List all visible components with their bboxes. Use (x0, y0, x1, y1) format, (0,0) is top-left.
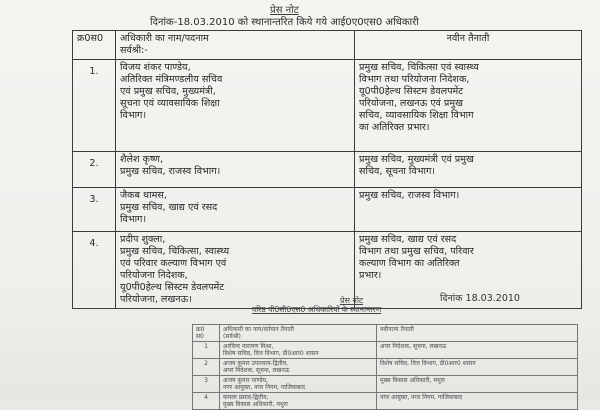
row-serial-number: 1. (73, 60, 116, 152)
row-officer-name: प्रदीप शुक्ला, प्रमुख सचिव, चिकित्सा, स्वास्थ्य एवं परिवार कल्याण विभाग एवं परियोजना निदेशक, यू0पी0हेल्थ सिस्टम डेवलपमेंट परियोजना, लखनऊ। (116, 232, 355, 309)
header-new-posting: नवीन तैनाती (355, 31, 582, 60)
row-serial-number: 3. (73, 188, 116, 232)
press-note-pcs (0, 288, 600, 408)
table-row (73, 60, 582, 152)
press-note-subheading: दिनांक-18.03.2010 को स्थानान्तरित किये गये आई0ए0एस0 अधिकारी (150, 17, 419, 28)
row-new-posting: प्रमुख सचिव, मुख्यमंत्री एवं प्रमुख सचिव, सूचना विभाग। (355, 152, 582, 188)
row-officer-name: कमला प्रसाद-द्वितीय, मुख्य विकास अधिकारी, मथुरा (220, 393, 377, 410)
row-serial-number: 2. (73, 152, 116, 188)
table-row (193, 376, 578, 393)
row-new-posting: विशेष सचिव, वित्त विभाग, डी0आर0 शासन (377, 359, 578, 376)
table-header-row (193, 325, 578, 342)
row-officer-name: अजय कुमार पाण्डेय, नगर आयुक्त, नगर निगम, गाजियाबाद (220, 376, 377, 393)
header-serial-number: क्र0 स0 (193, 325, 220, 342)
row-new-posting: प्रमुख सचिव, खाद्य एवं रसद विभाग तथा प्रमुख सचिव, परिवार कल्याण विभाग का अतिरिक्त प्रभार। (355, 232, 582, 309)
header-officer-name: अधिकारी का नाम/पदनाम सर्वश्री:- (116, 31, 355, 60)
header-new-posting: नवीनतम तैनाती (377, 325, 578, 342)
table-row (193, 342, 578, 359)
row-serial-number: 2 (193, 359, 220, 376)
row-new-posting: अपर निदेशक, सूचना, लखनऊ (377, 342, 578, 359)
row-officer-name: अजय कुमार उपाध्याय-द्वितीय, अपर निदेशक, सूचना, लखनऊ (220, 359, 377, 376)
row-new-posting: प्रमुख सचिव, चिकित्सा एवं स्वास्थ्य विभाग तथा परियोजना निदेशक, यू0पी0हेल्थ सिस्टम डेवलपमेंट परियोजना, लखनऊ एवं प्रमुख सचिव, व्यावसायिक शिक्षा विभाग का अतिरिक्त प्रभार। (355, 60, 582, 152)
header-serial-number: क्र0स0 (73, 31, 116, 60)
row-serial-number: 3 (193, 376, 220, 393)
row-serial-number: 4 (193, 393, 220, 410)
row-serial-number: 1 (193, 342, 220, 359)
row-officer-name: विजय शंकर पाण्डेय, अतिरिक्त मंत्रिमण्डलीय सचिव एवं प्रमुख सचिव, मुख्यमंत्री, सूचना एवं व्यावसायिक शिक्षा विभाग। (116, 60, 355, 152)
table-header-row (73, 31, 582, 60)
press-note-date: दिनांक 18.03.2010 (440, 293, 520, 304)
pcs-transfer-table (192, 324, 578, 410)
header-officer-name: अधिकारी का नाम/वर्तमान तैनाती (सर्वश्री) (220, 325, 377, 342)
row-new-posting: नगर आयुक्त, नगर निगम, गाजियाबाद (377, 393, 578, 410)
row-officer-name: जैकब थामस, प्रमुख सचिव, खाद्य एवं रसद विभाग। (116, 188, 355, 232)
press-note-heading: प्रेस नोट (270, 5, 299, 16)
row-serial-number: 4. (73, 232, 116, 309)
row-officer-name: शैलेश कृष्ण, प्रमुख सचिव, राजस्व विभाग। (116, 152, 355, 188)
table-row (193, 393, 578, 410)
row-new-posting: प्रमुख सचिव, राजस्व विभाग। (355, 188, 582, 232)
press-note-subheading-2: वरिष्ठ पी0सी0एस0 अधिकारियों के स्थानान्तरण (252, 305, 382, 314)
table-row (73, 188, 582, 232)
ias-transfer-table (72, 30, 582, 309)
table-row (73, 152, 582, 188)
press-note-heading-2: प्रेस नोट (340, 296, 364, 305)
row-new-posting: मुख्य विकास अधिकारी, मथुरा (377, 376, 578, 393)
table-row (193, 359, 578, 376)
row-officer-name: अरविन्द नारायण मिश्रा, विशेष सचिव, वित्त विभाग, डी0आर0 शासन (220, 342, 377, 359)
